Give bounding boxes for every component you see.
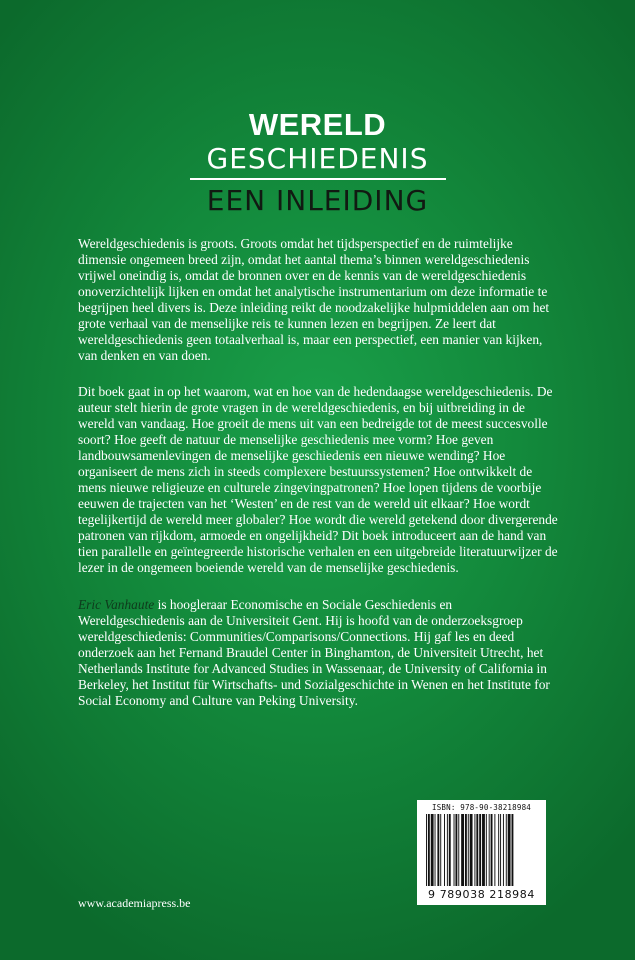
author-bio-paragraph bbox=[78, 597, 558, 709]
title-line-wereld: WERELD bbox=[248, 107, 387, 142]
author-bio-text: is hoogleraar Economische en Sociale Geschiedenis en Wereldgeschiedenis aan de Universiteit Gent. Hij is hoofd van de onderzoeksgroep wereldgeschiedenis: Communities/Comparisons/Connections. Hij gaf les en deed onderzoek aan het Fernand Braudel Center in Binghamton, de Universiteit Utrecht, het Netherlands Institute for Advanced Studies in Wassenaar, de University of California in Berkeley, het Institut für Wirtschafts- und Sozialgeschichte in Wenen en het Institute for Social Economy and Culture van Peking University. bbox=[78, 597, 550, 708]
barcode-bar bbox=[455, 814, 457, 886]
barcode-bar bbox=[489, 814, 490, 886]
barcode-bar bbox=[474, 814, 475, 886]
barcode-bar bbox=[444, 814, 445, 886]
barcode-bar bbox=[476, 814, 478, 886]
intro-paragraph: Wereldgeschiedenis is groots. Groots omdat het tijdsperspectief en de ruimtelijke dimensie ongemeen breed zijn, omdat het aantal thema’s binnen wereldgeschiedenis vrijwel oneindig is, omdat de bronnen over en de kennis van de wereldgeschiedenis onoverzichtelijk lijken en omdat het analytische instrumentarium om deze informatie te begrijpen heel divers is. Deze inleiding reikt de noodzakelijke hulpmiddelen aan om het grote verhaal van de menselijke reis te kunnen lezen en begrijpen. Ze leert dat wereldgeschiedenis geen totaalverhaal is, maar een perspectief, een manier van kijken, van denken en van doen. bbox=[78, 236, 550, 363]
content-paragraph: Dit boek gaat in op het waarom, wat en hoe van de hedendaagse wereldgeschiedenis. De auteur stelt hierin de grote vragen in de wereldgeschiedenis, en bij uitbreiding in de wereld van vandaag. Hoe groeit de mens uit van een bedreigde tot de meest succesvolle soort? Hoe geeft de natuur de menselijke geschiedenis mee vorm? Hoe geven landbouwsamenlevingen de menselijke geschiedenis een nieuwe wending? Hoe organiseert de mens zich in steeds complexere bestuurssystemen? Hoe ontwikkelt de mens nieuwe religieuze en culturele zingevingpatronen? Hoe lopen tijdens de voorbije eeuwen de trajecten van het ‘Westen’ en de rest van de wereld uit elkaar? Hoe wordt tegelijkertijd de wereld meer globaler? Hoe wordt die wereld getekend door divergerende patronen van rijkdom, armoede en ongelijkheid? Dit boek introduceert aan de hand van tien parallelle en geïntegreerde historische verhalen en een uitgebreide literatuurwijzer de lezer in de ongemeen boeiende wereld van de menselijke geschiedenis. bbox=[78, 384, 558, 575]
barcode-bar bbox=[468, 814, 469, 886]
barcode-bar bbox=[461, 814, 464, 886]
barcode-bar bbox=[440, 814, 441, 886]
barcode-bar bbox=[482, 814, 485, 886]
barcode-bar bbox=[479, 814, 481, 886]
barcode-bar bbox=[449, 814, 451, 886]
barcode-bar bbox=[508, 814, 511, 886]
barcode-bar bbox=[486, 814, 487, 886]
barcode-bars bbox=[426, 814, 540, 886]
barcode-bar bbox=[465, 814, 467, 886]
barcode-bar bbox=[458, 814, 459, 886]
barcode-bar bbox=[503, 814, 504, 886]
barcode-bar bbox=[500, 814, 501, 886]
barcode-bar bbox=[506, 814, 507, 886]
barcode-bar bbox=[426, 814, 427, 886]
barcode-bar bbox=[437, 814, 439, 886]
barcode-bar bbox=[431, 814, 434, 886]
barcode-bar bbox=[512, 814, 514, 886]
title-line-geschiedenis: GESCHIEDENIS bbox=[206, 142, 429, 175]
title-divider bbox=[190, 178, 446, 180]
barcode-bar bbox=[491, 814, 493, 886]
barcode-bar bbox=[498, 814, 499, 886]
title-line-subtitle: EEN INLEIDING bbox=[206, 184, 429, 217]
barcode-bar bbox=[435, 814, 436, 886]
barcode-bar bbox=[470, 814, 473, 886]
isbn-number: 9 789038 218984 bbox=[428, 888, 535, 901]
author-name: Eric Vanhaute bbox=[78, 597, 155, 612]
isbn-label: ISBN: 978-90-38218984 bbox=[431, 803, 532, 812]
barcode-bar bbox=[454, 814, 455, 886]
isbn-barcode bbox=[417, 800, 546, 905]
book-title bbox=[0, 108, 635, 218]
publisher-website[interactable]: www.academiapress.be bbox=[78, 896, 191, 910]
barcode-bar bbox=[494, 814, 495, 886]
barcode-bar bbox=[447, 814, 448, 886]
barcode-bar bbox=[428, 814, 430, 886]
